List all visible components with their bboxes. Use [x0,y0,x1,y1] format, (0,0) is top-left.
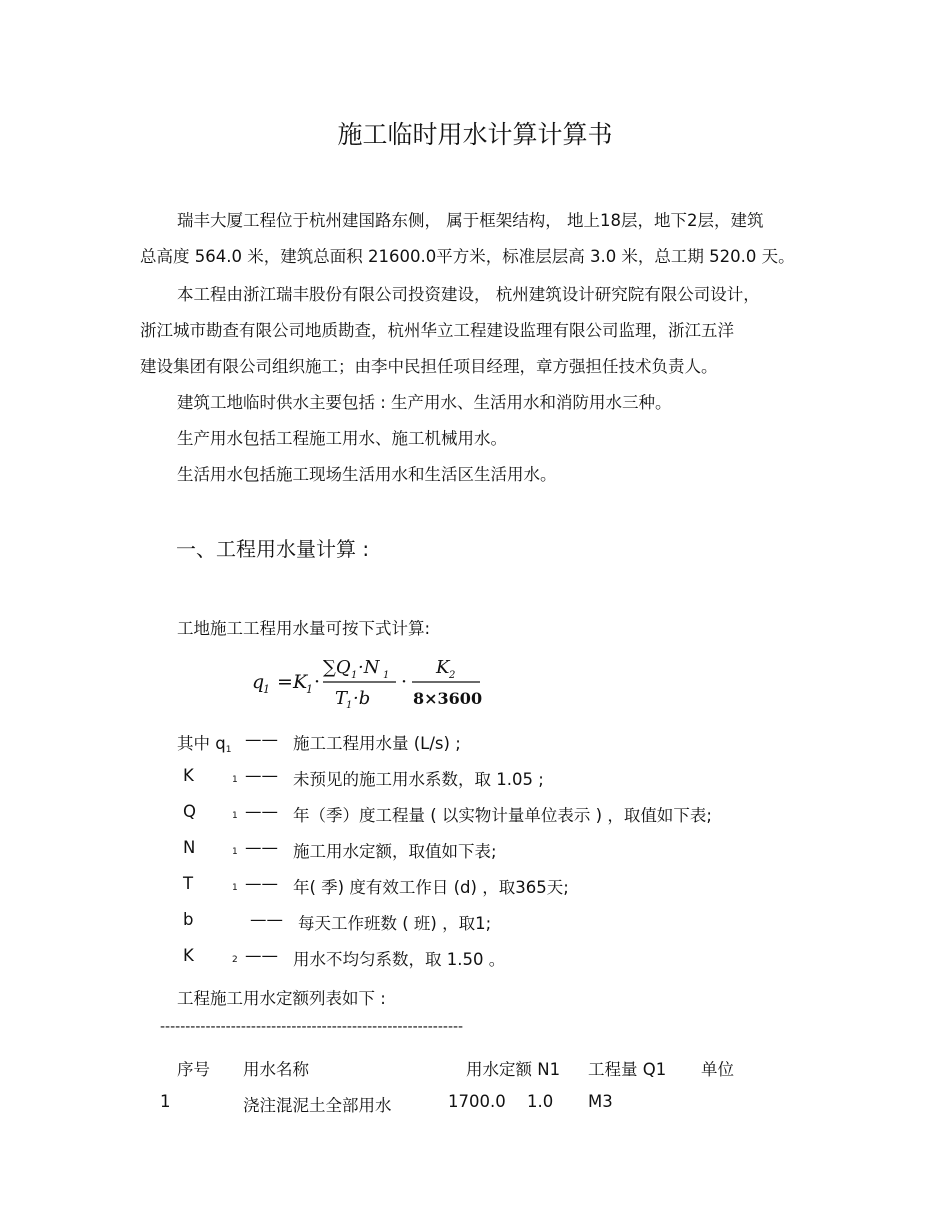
var-desc-k1: 未预见的施工用水系数，取 1.05 ; [293,770,544,789]
var-desc-n: 施工用水定额，取值如下表; [293,842,497,861]
var-sub-q: 1 [232,811,238,821]
var-dash-b: —— [250,910,283,929]
formula-k2-sub: 2 [449,670,456,681]
var-sub-n: 1 [232,847,238,857]
formula-denominator-2: 8×3600 [413,689,483,708]
var-desc-b: 每天工作班数 ( 班) ，取1; [298,914,492,933]
formula-k1-sub: 1 [306,683,313,696]
document-title: 施工临时用水计算计算书 [337,120,613,149]
intro-paragraph-1-line-1: 瑞丰大厦工程位于杭州建国路东侧， 属于框架结构， 地上18层，地下2层，建筑 [177,211,764,230]
formula-k1: K [293,671,308,693]
water-formula [250,648,490,714]
var-desc-q1: 施工工程用水量 (L/s) ; [293,734,461,753]
table-header-quota: 用水定额 N1 [466,1060,561,1079]
table-cell-name: 浇注混泥土全部用水 [243,1096,392,1115]
intro-paragraph-5: 生活用水包括施工现场生活用水和生活区生活用水。 [177,465,557,484]
formula-lhs: q [252,671,265,693]
table-header-unit: 单位 [701,1060,734,1079]
intro-paragraph-3: 建筑工地临时供水主要包括 : 生产用水、生活用水和消防用水三种。 [177,393,672,412]
intro-paragraph-2-line-2: 浙江城市勘查有限公司地质勘查，杭州华立工程建设监理有限公司监理，浙江五洋 [140,321,734,340]
var-desc-t: 年( 季) 度有效工作日 (d) ，取365天; [293,878,569,897]
table-header-index: 序号 [177,1060,210,1079]
var-sub-k2: 2 [232,955,238,965]
var-dash-q1: —— [245,730,278,749]
formula-graphic [250,648,490,710]
formula-equals: = [277,671,293,693]
table-header-quantity: 工程量 Q1 [588,1060,667,1079]
var-sym-b: b [183,910,194,929]
intro-paragraph-4: 生产用水包括工程施工用水、施工机械用水。 [177,429,507,448]
var-sub-t: 1 [232,883,238,893]
var-sym-n: N [183,838,196,857]
intro-paragraph-1-line-2: 总高度 564.0 米，建筑总面积 21600.0平方米，标准层层高 3.0 米，总工期 520.0 天。 [140,247,795,266]
var-sym-k2: K [183,946,194,965]
separator-line: ------------------------------------------------------------ [160,1019,464,1035]
var-sym-q: Q [183,802,196,821]
var-row-q1: 其中 $q_1$ [177,734,232,755]
table-cell-quota: 1700.0 [448,1092,506,1111]
formula-denominator-b: ·b [353,688,371,709]
formula-k2: K [436,657,450,678]
var-dash-t: —— [245,874,278,893]
var-desc-q: 年（季）度工程量 ( 以实物计量单位表示 ) ，取值如下表; [293,806,712,825]
table-cell-unit: M3 [588,1092,613,1111]
formula-intro: 工地施工工程用水量可按下式计算: [177,619,431,638]
formula-dot-1: · [314,671,321,693]
formula-lhs-sub: 1 [263,683,270,696]
var-dash-k2: —— [245,946,278,965]
var-desc-k2: 用水不均匀系数，取 1.50 。 [293,950,506,969]
formula-numerator-n-sub: 1 [383,670,390,681]
var-dash-n: —— [245,838,278,857]
table-cell-quantity: 1.0 [527,1092,554,1111]
section-heading: 一、工程用水量计算 : [176,537,370,561]
intro-paragraph-2-line-3: 建设集团有限公司组织施工；由李中民担任项目经理，章方强担任技术负责人。 [140,357,718,376]
formula-numerator-n: ·N [358,657,380,678]
formula-numerator: ∑Q [323,657,351,678]
formula-denominator-sub: 1 [346,700,353,710]
var-sym-k1: K [183,766,194,785]
table-cell-index: 1 [160,1092,171,1111]
formula-denominator: T [335,688,348,709]
var-sub-k1: 1 [232,775,238,785]
table-header-name: 用水名称 [243,1060,309,1079]
intro-paragraph-2-line-1: 本工程由浙江瑞丰股份有限公司投资建设， 杭州建筑设计研究院有限公司设计， [177,285,760,304]
var-dash-k1: —— [245,766,278,785]
var-sym-t: T [183,874,194,893]
table-intro: 工程施工用水定额列表如下 : [177,989,386,1008]
formula-dot-2: · [401,671,408,693]
var-dash-q: —— [245,802,278,821]
formula-numerator-sub: 1 [351,670,358,681]
